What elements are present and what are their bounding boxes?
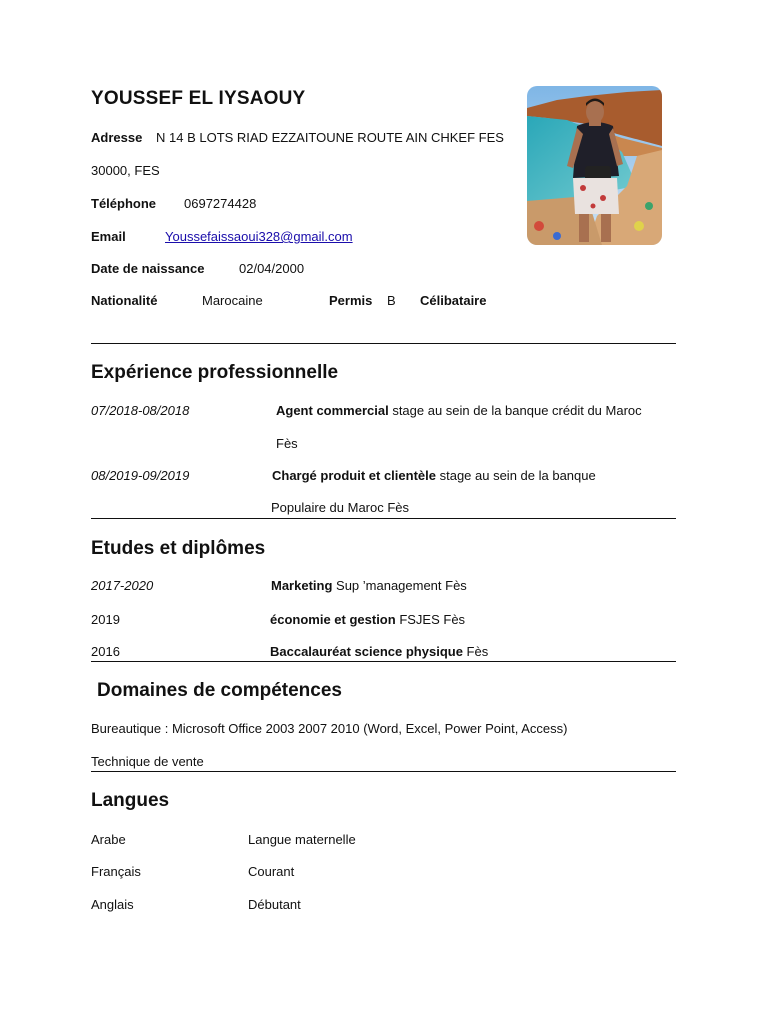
dob-label: Date de naissance	[91, 261, 205, 276]
experience-role: Agent commercial	[276, 403, 389, 418]
permit-value: B	[387, 293, 396, 308]
skill-item: Technique de vente	[91, 754, 204, 769]
education-year: 2016	[91, 644, 120, 659]
experience-desc-cont: Populaire du Maroc Fès	[271, 500, 410, 515]
nationality-label: Nationalité	[91, 293, 158, 308]
experience-desc: stage au sein de la banque crédit du Maroc	[388, 403, 642, 418]
education-school: FSJES Fès	[395, 612, 466, 627]
experience-description	[272, 468, 596, 483]
language-name: Français	[91, 864, 141, 879]
address-line-2: 30000, FES	[91, 163, 160, 178]
education-year: 2017-2020	[91, 578, 154, 593]
education-entry	[271, 578, 467, 593]
dob-value: 02/04/2000	[239, 261, 305, 276]
profile-photo	[527, 86, 662, 245]
experience-desc: stage au sein de la banque	[435, 468, 596, 483]
education-school: Fès	[462, 644, 489, 659]
marital-status: Célibataire	[420, 293, 487, 308]
experience-desc-cont: Fès	[276, 436, 298, 451]
education-year: 2019	[91, 612, 120, 627]
language-name: Arabe	[91, 832, 126, 847]
education-degree: Marketing	[271, 578, 333, 593]
education-entry	[270, 612, 465, 627]
education-school: Sup ’management Fès	[332, 578, 467, 593]
experience-divider	[91, 518, 676, 519]
experience-description	[276, 403, 642, 418]
address-label: Adresse	[91, 130, 143, 145]
email-label: Email	[91, 229, 126, 244]
skills-divider	[91, 771, 676, 772]
nationality-value: Marocaine	[202, 293, 263, 308]
experience-dates: 07/2018-08/2018	[91, 403, 190, 418]
experience-role: Chargé produit et clientèle	[272, 468, 436, 483]
language-level: Courant	[248, 864, 295, 879]
language-level: Débutant	[248, 897, 301, 912]
header-divider	[91, 343, 676, 344]
permit-label: Permis	[329, 293, 373, 308]
cv-name: YOUSSEF EL IYSAOUY	[91, 88, 306, 109]
education-degree: économie et gestion	[270, 612, 396, 627]
experience-dates: 08/2019-09/2019	[91, 468, 190, 483]
phone-label: Téléphone	[91, 196, 157, 211]
experience-heading: Expérience professionnelle	[91, 362, 339, 383]
education-degree: Baccalauréat science physique	[270, 644, 463, 659]
education-heading: Etudes et diplômes	[91, 538, 266, 559]
skills-heading: Domaines de compétences	[97, 680, 342, 701]
skill-item: Bureautique : Microsoft Office 2003 2007 2010 (Word, Excel, Power Point, Access)	[91, 721, 568, 736]
email-link[interactable]: Youssefaissaoui328@gmail.com	[165, 229, 353, 244]
languages-heading: Langues	[91, 790, 170, 811]
language-name: Anglais	[91, 897, 134, 912]
education-divider	[91, 661, 676, 662]
address-line-1: N 14 B LOTS RIAD EZZAITOUNE ROUTE AIN CHKEF FES	[156, 130, 504, 145]
phone-value: 0697274428	[184, 196, 257, 211]
language-level: Langue maternelle	[248, 832, 356, 847]
education-entry	[270, 644, 488, 659]
